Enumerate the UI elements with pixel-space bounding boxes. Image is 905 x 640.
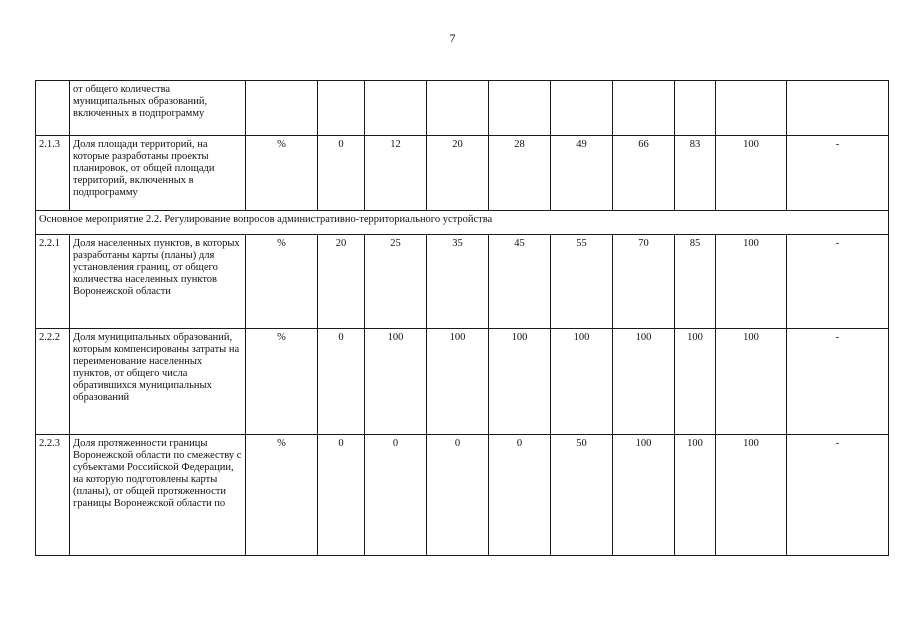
indicator-name: Доля протяженности границы Воронежской области по смежеству с субъектами Российской Федерации, на которую подготовлены карты (планы), от общей протяженности границы Воронежской области по [70, 435, 246, 556]
value-cell: 50 [551, 435, 613, 556]
value-cell [613, 81, 675, 136]
value-cell: - [787, 235, 889, 329]
value-cell: - [787, 136, 889, 211]
value-cell: 49 [551, 136, 613, 211]
value-cell [365, 81, 427, 136]
value-cell: 100 [716, 435, 787, 556]
unit-cell: % [246, 235, 318, 329]
indicators-table [35, 80, 889, 556]
value-cell: 100 [551, 329, 613, 435]
value-cell: 100 [489, 329, 551, 435]
value-cell: 66 [613, 136, 675, 211]
value-cell [675, 81, 716, 136]
unit-cell [246, 81, 318, 136]
value-cell: 12 [365, 136, 427, 211]
value-cell: 100 [716, 329, 787, 435]
value-cell: 100 [716, 235, 787, 329]
value-cell: 35 [427, 235, 489, 329]
value-cell [427, 81, 489, 136]
value-cell [489, 81, 551, 136]
row-number: 2.2.3 [36, 435, 70, 556]
section-title: Основное мероприятие 2.2. Регулирование вопросов административно-территориального устройства [36, 211, 889, 235]
value-cell: 45 [489, 235, 551, 329]
row-number: 2.2.1 [36, 235, 70, 329]
section-row [36, 211, 889, 235]
value-cell: 25 [365, 235, 427, 329]
value-cell [787, 81, 889, 136]
value-cell: 100 [675, 329, 716, 435]
indicator-name: от общего количества муниципальных образований, включенных в подпрограмму [70, 81, 246, 136]
table-row-continuation [36, 81, 889, 136]
value-cell: 100 [427, 329, 489, 435]
value-cell [318, 81, 365, 136]
value-cell: 85 [675, 235, 716, 329]
value-cell: 28 [489, 136, 551, 211]
indicator-name: Доля площади территорий, на которые разработаны проекты планировок, от общей площади территорий, включенных в подпрограмму [70, 136, 246, 211]
value-cell: 0 [318, 136, 365, 211]
indicator-name: Доля населенных пунктов, в которых разработаны карты (планы) для установления границ, от общего количества населенных пунктов Воронежской области [70, 235, 246, 329]
value-cell [716, 81, 787, 136]
row-number: 2.1.3 [36, 136, 70, 211]
unit-cell: % [246, 435, 318, 556]
value-cell: 20 [427, 136, 489, 211]
value-cell: 100 [613, 329, 675, 435]
table-row-2-2-2 [36, 329, 889, 435]
value-cell: 100 [716, 136, 787, 211]
value-cell: 0 [427, 435, 489, 556]
indicator-name: Доля муниципальных образований, которым компенсированы затраты на переименование населенных пунктов, от общего числа обратившихся муниципальных образований [70, 329, 246, 435]
table-row-2-2-3 [36, 435, 889, 556]
value-cell [551, 81, 613, 136]
value-cell: - [787, 329, 889, 435]
value-cell: 100 [365, 329, 427, 435]
value-cell: 83 [675, 136, 716, 211]
value-cell: 70 [613, 235, 675, 329]
row-number [36, 81, 70, 136]
row-number: 2.2.2 [36, 329, 70, 435]
value-cell: 0 [318, 435, 365, 556]
unit-cell: % [246, 329, 318, 435]
value-cell: 0 [318, 329, 365, 435]
value-cell: - [787, 435, 889, 556]
value-cell: 55 [551, 235, 613, 329]
value-cell: 20 [318, 235, 365, 329]
value-cell: 0 [365, 435, 427, 556]
table-row-2-2-1 [36, 235, 889, 329]
value-cell: 100 [675, 435, 716, 556]
table-row-2-1-3 [36, 136, 889, 211]
value-cell: 100 [613, 435, 675, 556]
value-cell: 0 [489, 435, 551, 556]
page-number: 7 [449, 31, 456, 45]
unit-cell: % [246, 136, 318, 211]
